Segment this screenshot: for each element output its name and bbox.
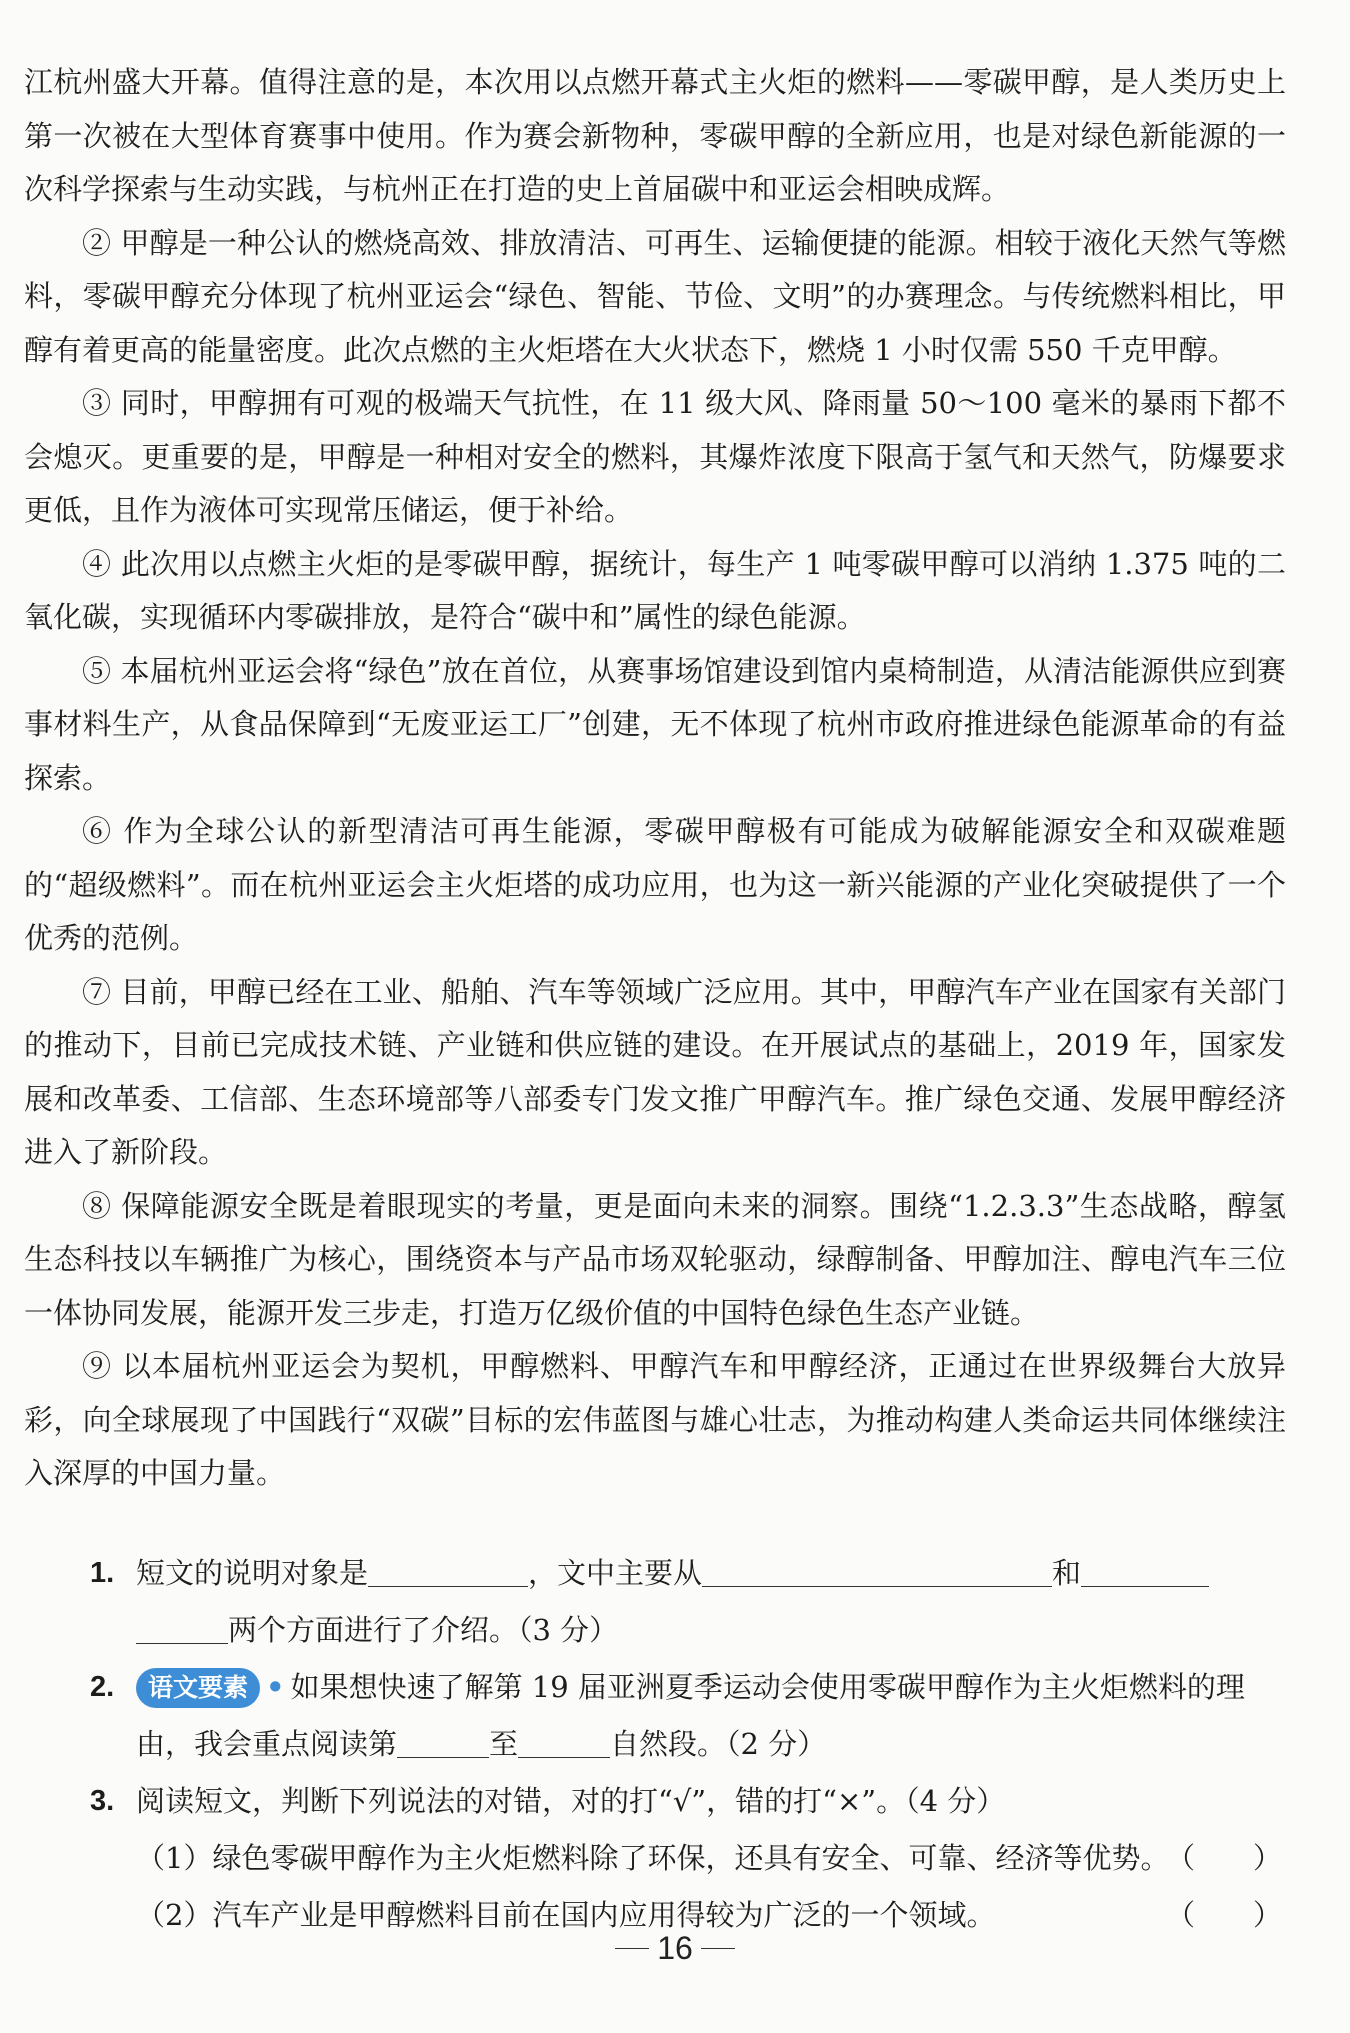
question-text: 和 [1052, 1556, 1082, 1590]
language-element-badge: 语文要素 [136, 1668, 260, 1708]
question-number: 1. [90, 1557, 115, 1589]
dash-left [615, 1948, 649, 1949]
question-text: ，文中主要从 [528, 1556, 703, 1590]
paragraph-8: ⑧ 保障能源安全既是着眼现实的考量，更是面向未来的洞察。围绕“1.2.3.3”生态战略，醇氢生态科技以车辆推广为核心，围绕资本与产品市场双轮驱动，绿醇制备、甲醇加注、醇电汽车三位一体协同发展，能源开发三步走，打造万亿级价值的中国特色绿色生态产业链。 [24, 1188, 1286, 1330]
answer-blank[interactable] [1081, 1556, 1209, 1587]
question-number: 3. [90, 1785, 115, 1817]
question-text: 如果想快速了解第 19 届亚洲夏季运动会使用零碳甲醇作为主火炬燃料的理由，我会重点阅读第 [136, 1670, 1245, 1761]
question-text: 阅读短文，判断下列说法的对错，对的打“√”，错的打“×”。（4 分） [136, 1784, 1006, 1818]
judgement-text: （2）汽车产业是甲醇燃料目前在国内应用得较为广泛的一个领域。 [136, 1898, 996, 1932]
answer-blank[interactable] [397, 1727, 489, 1758]
question-2 [24, 1659, 1286, 1773]
judgement-text: （1）绿色零碳甲醇作为主火炬燃料除了环保，还具有安全、可靠、经济等优势。 [136, 1841, 1170, 1875]
article-text [24, 56, 1286, 1501]
question-number: 2. [90, 1671, 115, 1703]
answer-parentheses[interactable]: （ ） [1165, 1898, 1282, 1932]
question-text: 短文的说明对象是 [136, 1556, 369, 1590]
page-number-text: 16 [657, 1930, 693, 1966]
judgement-item-1 [24, 1830, 1286, 1887]
paragraph-5: ⑤ 本届杭州亚运会将“绿色”放在首位，从赛事场馆建设到馆内桌椅制造，从清洁能源供应到赛事材料生产，从食品保障到“无废亚运工厂”创建，无不体现了杭州市政府推进绿色能源革命的有益探索。 [24, 653, 1286, 795]
paragraph-7: ⑦ 目前，甲醇已经在工业、船舶、汽车等领域广泛应用。其中，甲醇汽车产业在国家有关部门的推动下，目前已完成技术链、产业链和供应链的建设。在开展试点的基础上，2019 年，国家发展和改革委、工信部、生态环境部等八部委专门发文推广甲醇汽车。推广绿色交通、发展甲醇经济进入了新阶段。 [24, 974, 1286, 1169]
question-text: 至 [489, 1727, 519, 1761]
paragraph-6: ⑥ 作为全球公认的新型清洁可再生能源，零碳甲醇极有可能成为破解能源安全和双碳难题的“超级燃料”。而在杭州亚运会主火炬塔的成功应用，也为这一新兴能源的产业化突破提供了一个优秀的范例。 [24, 814, 1286, 955]
question-text: 自然段。（2 分） [610, 1727, 827, 1761]
question-section [24, 1545, 1286, 1944]
question-text: 两个方面进行了介绍。（3 分） [228, 1613, 619, 1647]
question-3 [24, 1773, 1286, 1830]
answer-blank[interactable] [368, 1556, 528, 1587]
paragraph-3: ③ 同时，甲醇拥有可观的极端天气抗性，在 11 级大风、降雨量 50～100 毫米的暴雨下都不会熄灭。更重要的是，甲醇是一种相对安全的燃料，其爆炸浓度下限高于氢气和天然气，防爆要求更低，且作为液体可实现常压储运，便于补给。 [24, 386, 1286, 527]
dash-right [701, 1948, 735, 1949]
answer-blank[interactable] [136, 1613, 228, 1644]
paragraph-9: ⑨ 以本届杭州亚运会为契机，甲醇燃料、甲醇汽车和甲醇经济，正通过在世界级舞台大放异彩，向全球展现了中国践行“双碳”目标的宏伟蓝图与雄心壮志，为推动构建人类命运共同体继续注入深厚的中国力量。 [24, 1349, 1286, 1490]
question-1 [24, 1545, 1286, 1659]
answer-parentheses[interactable]: （ ） [1165, 1841, 1282, 1875]
paragraph-2: ② 甲醇是一种公认的燃烧高效、排放清洁、可再生、运输便捷的能源。相较于液化天然气等燃料，零碳甲醇充分体现了杭州亚运会“绿色、智能、节俭、文明”的办赛理念。与传统燃料相比，甲醇有着更高的能量密度。此次点燃的主火炬塔在大火状态下，燃烧 1 小时仅需 550 千克甲醇。 [24, 225, 1286, 367]
paragraph-1-continued: 江杭州盛大开幕。值得注意的是，本次用以点燃开幕式主火炬的燃料——零碳甲醇，是人类历史上第一次被在大型体育赛事中使用。作为赛会新物种，零碳甲醇的全新应用，也是对绿色新能源的一次科学探索与生动实践，与杭州正在打造的史上首届碳中和亚运会相映成辉。 [24, 65, 1286, 206]
answer-blank[interactable] [518, 1727, 610, 1758]
answer-blank[interactable] [702, 1556, 1052, 1587]
bullet-dot-icon: • [266, 1670, 285, 1704]
page-number [0, 1930, 1350, 1967]
paragraph-4: ④ 此次用以点燃主火炬的是零碳甲醇，据统计，每生产 1 吨零碳甲醇可以消纳 1.375 吨的二氧化碳，实现循环内零碳排放，是符合“碳中和”属性的绿色能源。 [24, 546, 1286, 634]
